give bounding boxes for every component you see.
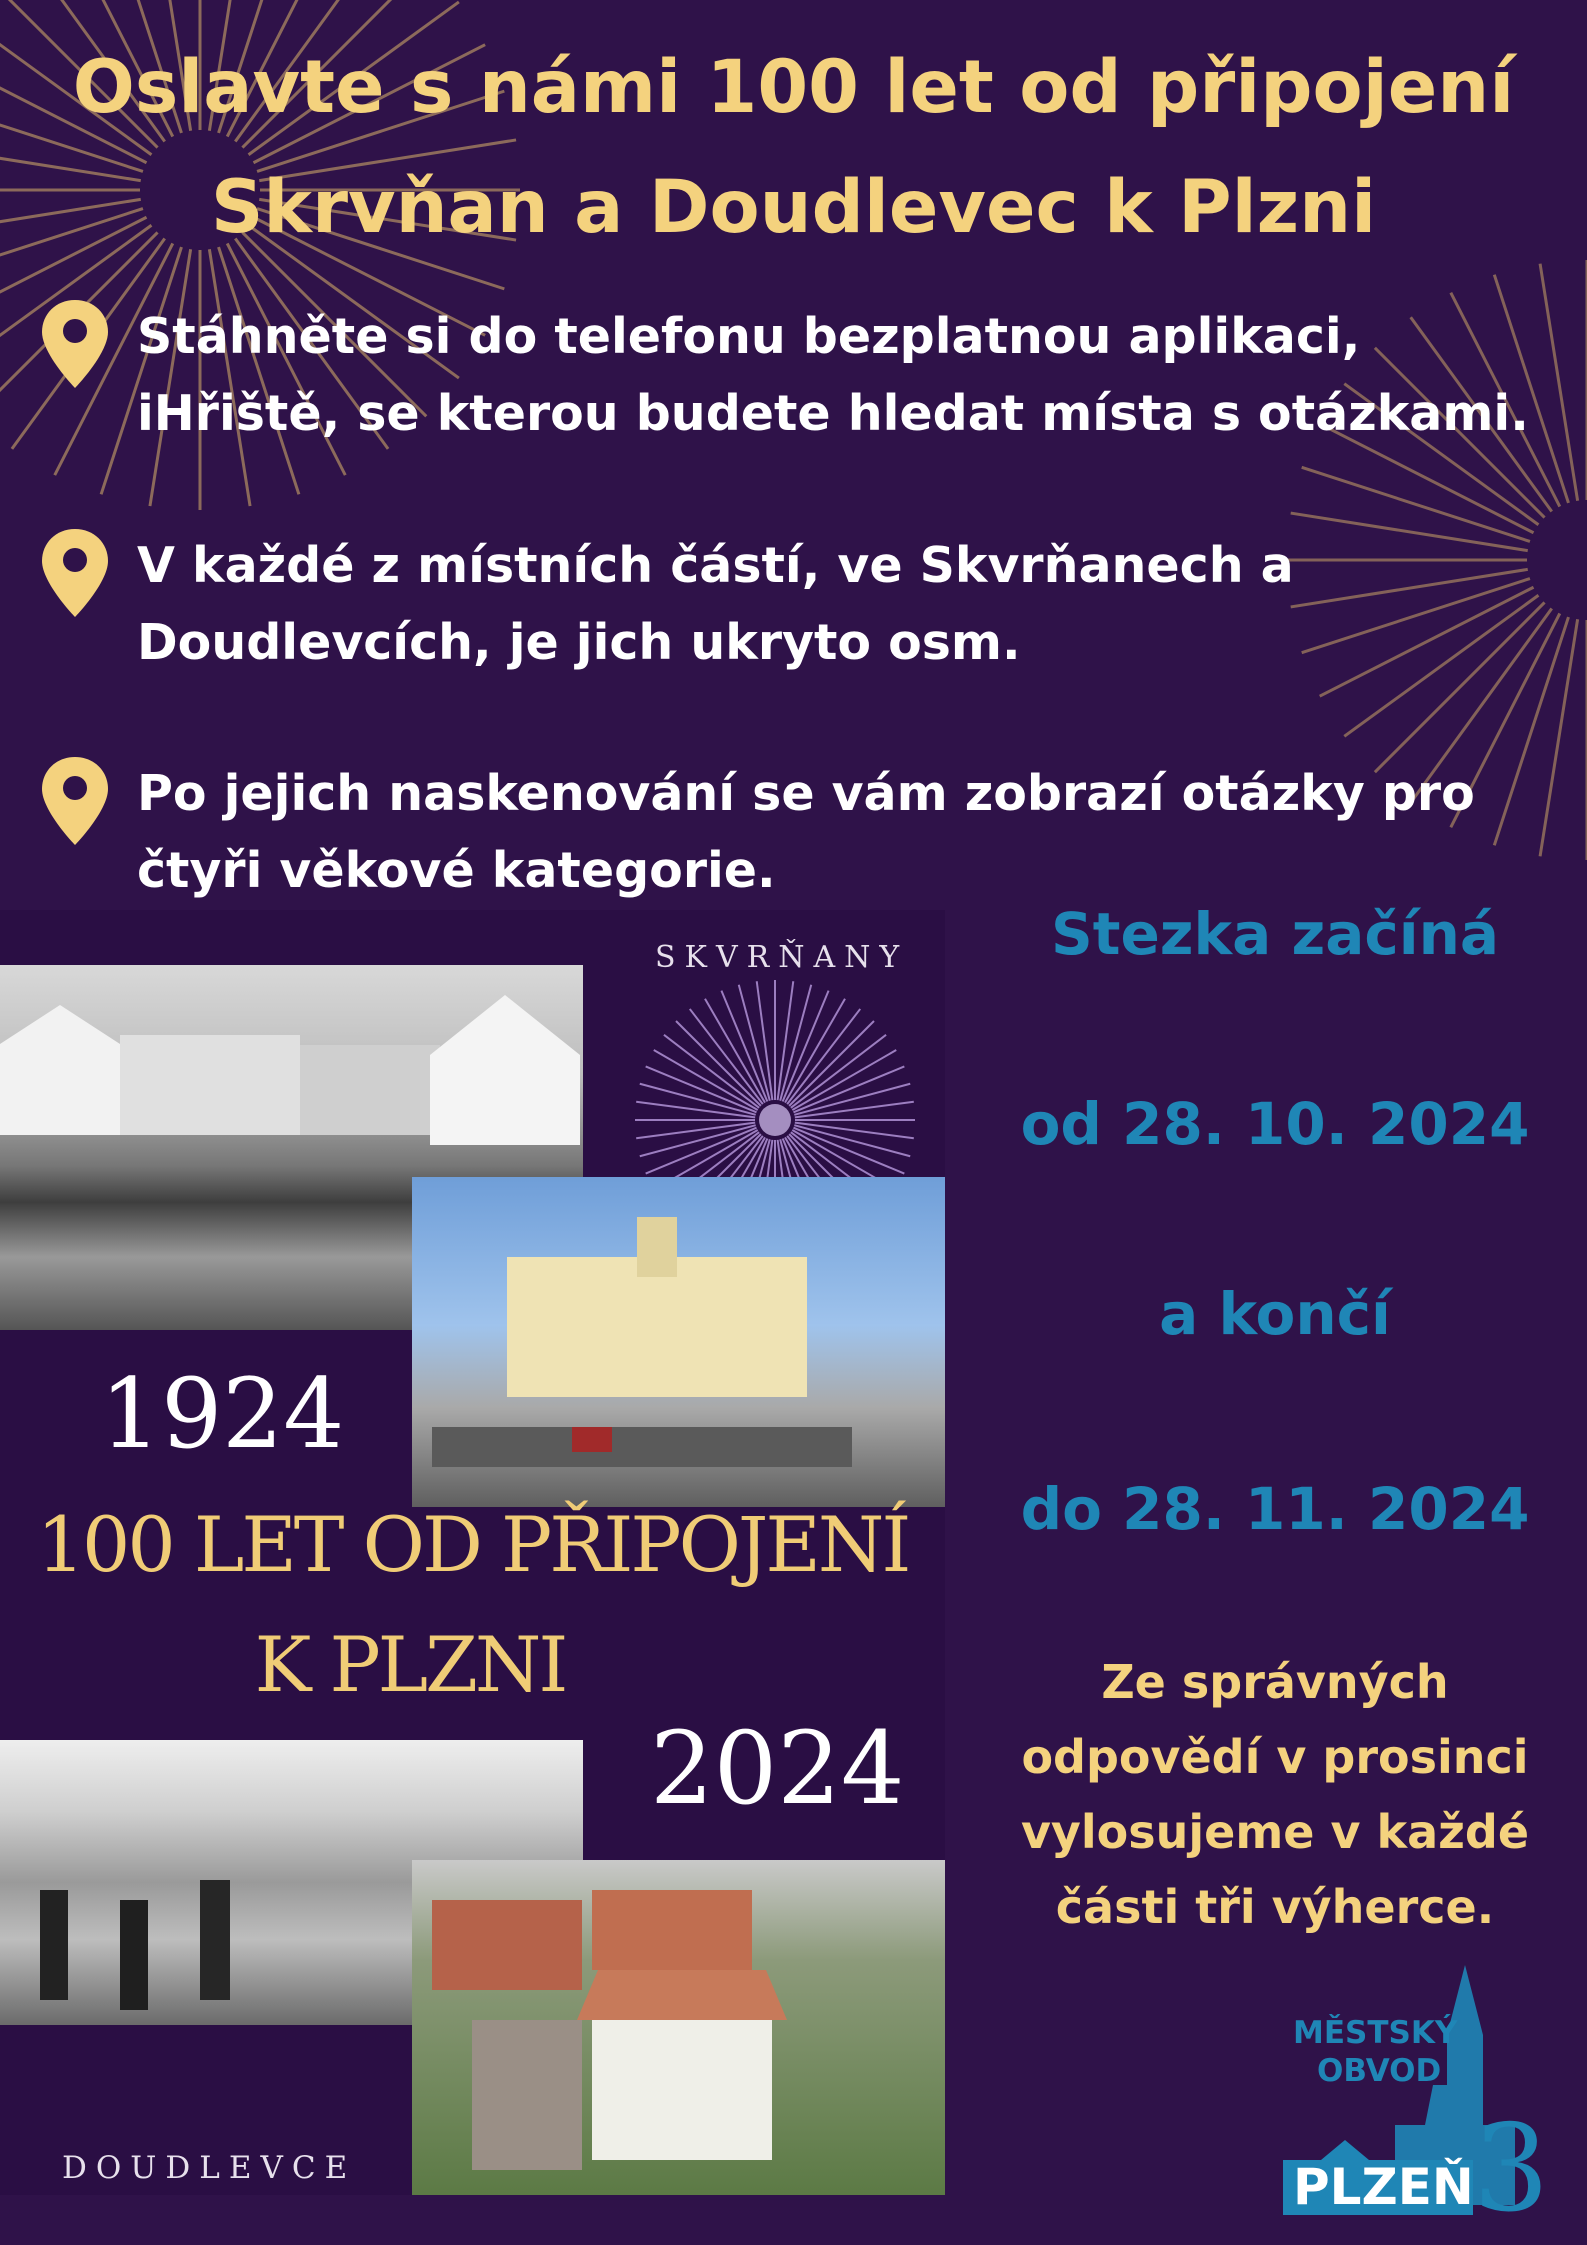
firework-ray <box>676 1021 761 1106</box>
logo-number: 3 <box>1473 2100 1550 2239</box>
modern-photo-school <box>412 1177 945 1507</box>
skvrnany-label: SKVRŇANY <box>655 940 909 975</box>
page-title: Oslavte s námi 100 let od připojení Skrvňan a Doudlevec k Plzni <box>72 45 1515 250</box>
collage-title-line2: K PLZNI <box>254 1620 566 1709</box>
firework-ray <box>789 1021 874 1106</box>
trail-end-label: a končí <box>1159 1280 1391 1348</box>
logo-line1: MĚSTSKÝ <box>1293 2015 1458 2051</box>
collage-title-line1: 100 LET OD PŘIPOJENÍ <box>36 1500 909 1589</box>
info-item-text: Stáhněte si do telefonu bezplatnou aplikaci, iHřiště, se kterou budete hledat místa s otázkami. <box>137 308 1529 442</box>
location-pin-icon <box>40 527 110 619</box>
anniversary-collage <box>0 910 945 2195</box>
trail-end-date: do 28. 11. 2024 <box>1020 1475 1530 1543</box>
trail-start-date: od 28. 10. 2024 <box>1020 1090 1530 1158</box>
info-item-text: V každé z místních částí, ve Skvrňanech a Doudlevcích, je jich ukryto osm. <box>137 537 1294 671</box>
mestsky-obvod-plzen-3-logo <box>1275 1965 1560 2239</box>
prize-info: Ze správných odpovědí v prosinci vylosujeme v každé části tři výherce. <box>1020 1655 1530 1934</box>
location-pin-icon <box>40 298 110 390</box>
info-item-text: Po jejich naskenování se vám zobrazí otázky pro čtyři věkové kategorie. <box>137 765 1475 899</box>
year-1924: 1924 <box>100 1358 345 1470</box>
logo-city-text: PLZEŇ <box>1293 2158 1474 2216</box>
modern-photo-doudlevce <box>412 1860 945 2195</box>
location-pin-icon <box>40 755 110 847</box>
year-2024: 2024 <box>650 1710 905 1827</box>
logo-line2: OBVOD <box>1317 2053 1442 2089</box>
trail-start-label: Stezka začíná <box>1050 900 1500 968</box>
doudlevce-label: DOUDLEVCE <box>62 2150 357 2186</box>
